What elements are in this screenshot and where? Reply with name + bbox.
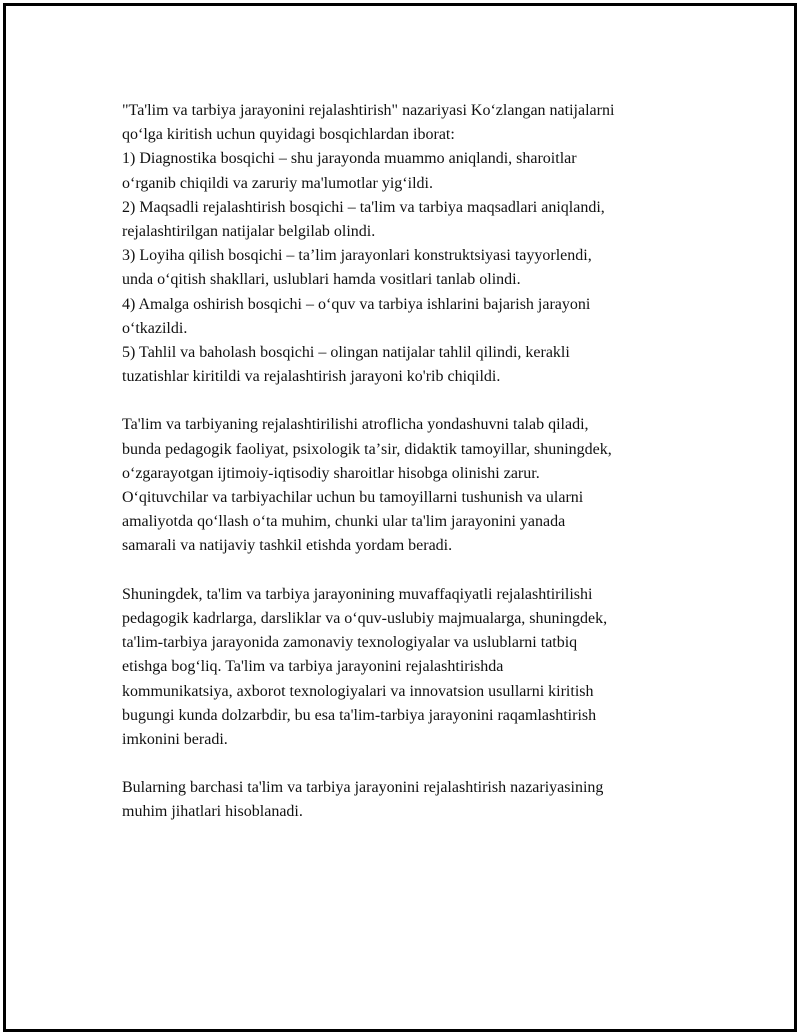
text-line: 5) Tahlil va baholash bosqichi – olingan natijalar tahlil qilindi, kerakli bbox=[122, 343, 570, 361]
text-line: Shuningdek, ta'lim va tarbiya jarayonining muvaffaqiyatli rejalashtirilishi bbox=[122, 585, 593, 603]
text-line: oʻrganib chiqildi va zaruriy ma'lumotlar yigʻildi. bbox=[122, 174, 433, 192]
text-line: 4) Amalga oshirish bosqichi – oʻquv va tarbiya ishlarini bajarish jarayoni bbox=[122, 295, 591, 313]
text-line: 2) Maqsadli rejalashtirish bosqichi – ta'lim va tarbiya maqsadlari aniqlandi, bbox=[122, 198, 605, 216]
text-line: Bularning barchasi ta'lim va tarbiya jarayonini rejalashtirish nazariyasining bbox=[122, 779, 604, 797]
text-line: bunda pedagogik faoliyat, psixologik taʼsir, didaktik tamoyillar, shuningdek, bbox=[122, 440, 612, 458]
text-line: 1) Diagnostika bosqichi – shu jarayonda muammo aniqlandi, sharoitlar bbox=[122, 150, 577, 168]
text-line: samarali va natijaviy tashkil etishda yordam beradi. bbox=[122, 537, 453, 555]
text-line: kommunikatsiya, axborot texnologiyalari va innovatsion usullarni kiritish bbox=[122, 682, 594, 700]
text-line: tuzatishlar kiritildi va rejalashtirish jarayoni ko'rib chiqildi. bbox=[122, 368, 501, 386]
text-line: oʻzgarayotgan ijtimoiy-iqtisodiy sharoitlar hisobga olinishi zarur. bbox=[122, 464, 540, 482]
text-line: Oʻqituvchilar va tarbiyachilar uchun bu tamoyillarni tushunish va ularni bbox=[122, 489, 584, 506]
paragraph-approach bbox=[122, 413, 712, 558]
text-line: rejalashtirilgan natijalar belgilab olindi. bbox=[122, 222, 376, 240]
text-line: amaliyotda qoʻllash oʻta muhim, chunki ular ta'lim jarayonini yanada bbox=[122, 513, 566, 531]
text-line: imkonini beradi. bbox=[122, 730, 228, 748]
text-line: pedagogik kadrlarga, darsliklar va oʻquv-uslubiy majmualarga, shuningdek, bbox=[122, 609, 608, 627]
text-line: oʻtkazildi. bbox=[122, 319, 188, 337]
text-line: unda oʻqitish shakllari, uslublari hamda vositlari tanlab olindi. bbox=[122, 271, 521, 289]
text-line: etishga bogʻliq. Ta'lim va tarbiya jarayonini rejalashtirishda bbox=[122, 658, 504, 676]
text-line: muhim jihatlari hisoblanadi. bbox=[122, 803, 303, 821]
paragraph-planning-stages bbox=[122, 99, 712, 389]
paragraph-conclusion bbox=[122, 776, 712, 824]
text-line: 3) Loyiha qilish bosqichi – taʼlim jarayonlari konstruktsiyasi tayyorlendi, bbox=[122, 247, 592, 265]
text-line: bugungi kunda dolzarbdir, bu esa ta'lim-tarbiya jarayonini raqamlashtirish bbox=[122, 706, 597, 724]
text-line: "Ta'lim va tarbiya jarayonini rejalashtirish" nazariyasi Koʻzlangan natijalarni bbox=[122, 102, 615, 119]
text-line: ta'lim-tarbiya jarayonida zamonaviy texnologiyalar va uslublarni tatbiq bbox=[122, 634, 578, 652]
paragraph-success-factors bbox=[122, 583, 712, 752]
text-line: Ta'lim va tarbiyaning rejalashtirilishi atroflicha yondashuvni talab qiladi, bbox=[122, 416, 589, 434]
page-frame bbox=[3, 3, 797, 1032]
text-line: qoʻlga kiritish uchun quyidagi bosqichlardan iborat: bbox=[122, 126, 455, 144]
document-body bbox=[122, 99, 712, 825]
